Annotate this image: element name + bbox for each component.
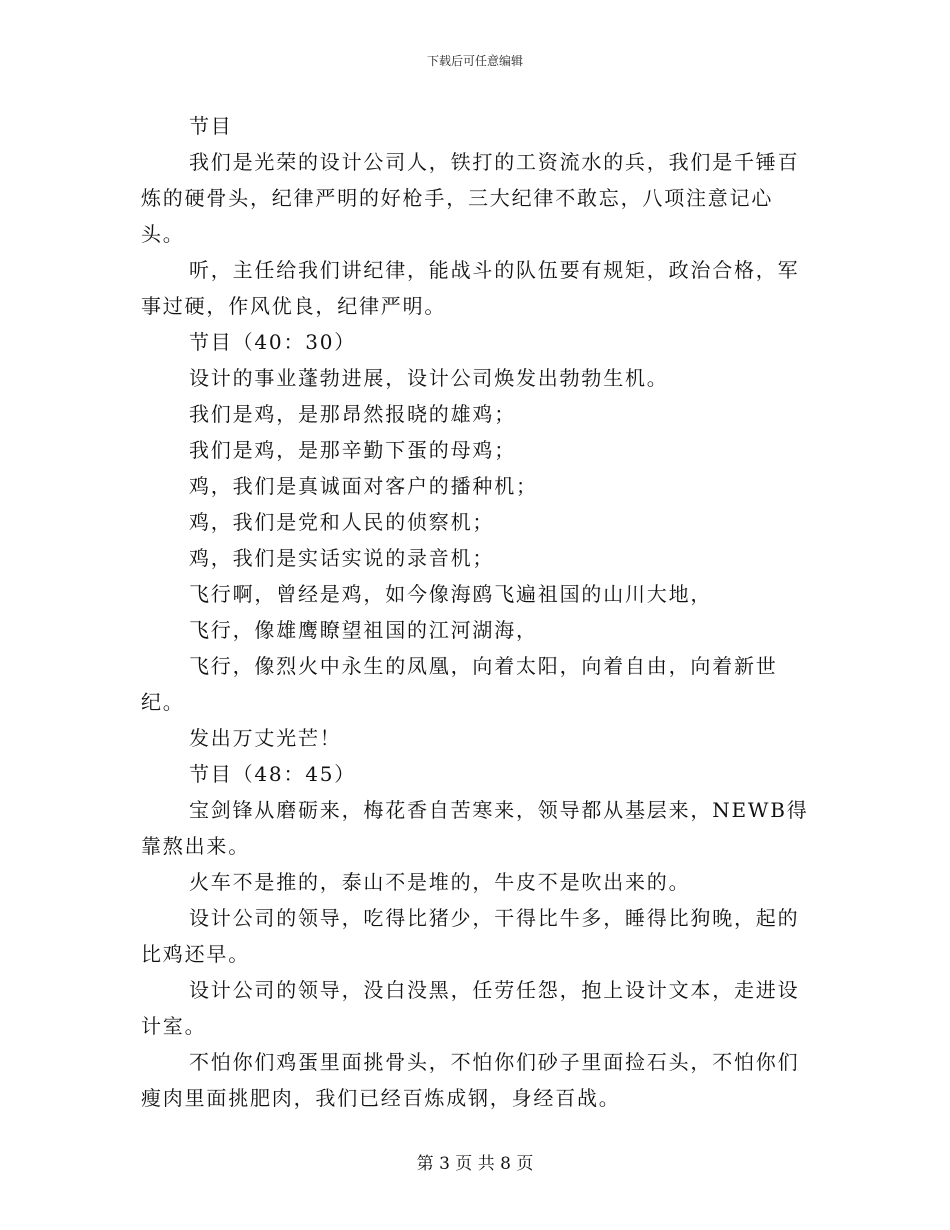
paragraph: 节目 [189, 114, 233, 138]
page-header: 下载后可任意编辑 [426, 54, 523, 68]
paragraph: 宝剑锋从磨砺来，梅花香自苦寒来，领导都从基层来，NEWB得靠熬出来。 [141, 798, 809, 858]
paragraph: 设计公司的领导，没白没黑，任劳任怨，抱上设计文本，走进设计室。 [141, 978, 800, 1038]
paragraph: 设计的事业蓬勃进展，设计公司焕发出勃勃生机。 [189, 366, 669, 390]
page-number-footer: 第 3 页 共 8 页 [416, 1154, 534, 1174]
paragraph: 节目（40：30） [189, 330, 357, 354]
paragraph: 飞行啊，曾经是鸡，如今像海鸥飞遍祖国的山川大地， [189, 582, 713, 606]
paragraph: 不怕你们鸡蛋里面挑骨头，不怕你们砂子里面捡石头，不怕你们瘦肉里面挑肥肉，我们已经百炼成钢，身经百战。 [141, 1050, 800, 1110]
paragraph: 我们是鸡，是那昂然报晓的雄鸡； [189, 402, 516, 426]
paragraph: 我们是鸡，是那辛勤下蛋的母鸡； [189, 438, 516, 462]
paragraph: 发出万丈光芒！ [189, 726, 342, 750]
paragraph: 飞行，像雄鹰瞭望祖国的江河湖海， [189, 618, 538, 642]
paragraph: 飞行，像烈火中永生的凤凰，向着太阳，向着自由，向着新世纪。 [141, 654, 778, 714]
document-body [141, 108, 813, 1116]
paragraph: 节目（48：45） [189, 762, 357, 786]
paragraph: 鸡，我们是党和人民的侦察机； [189, 510, 495, 534]
paragraph: 火车不是推的，泰山不是堆的，牛皮不是吹出来的。 [189, 870, 691, 894]
paragraph: 设计公司的领导，吃得比猪少，干得比牛多，睡得比狗晚，起的比鸡还早。 [141, 906, 800, 966]
paragraph: 鸡，我们是实话实说的录音机； [189, 546, 495, 570]
paragraph: 我们是光荣的设计公司人，铁打的工资流水的兵，我们是千锤百炼的硬骨头，纪律严明的好枪手，三大纪律不敢忘，八项注意记心头。 [141, 150, 800, 246]
paragraph: 听，主任给我们讲纪律，能战斗的队伍要有规矩，政治合格，军事过硬，作风优良，纪律严明。 [141, 258, 800, 318]
paragraph: 鸡，我们是真诚面对客户的播种机； [189, 474, 538, 498]
